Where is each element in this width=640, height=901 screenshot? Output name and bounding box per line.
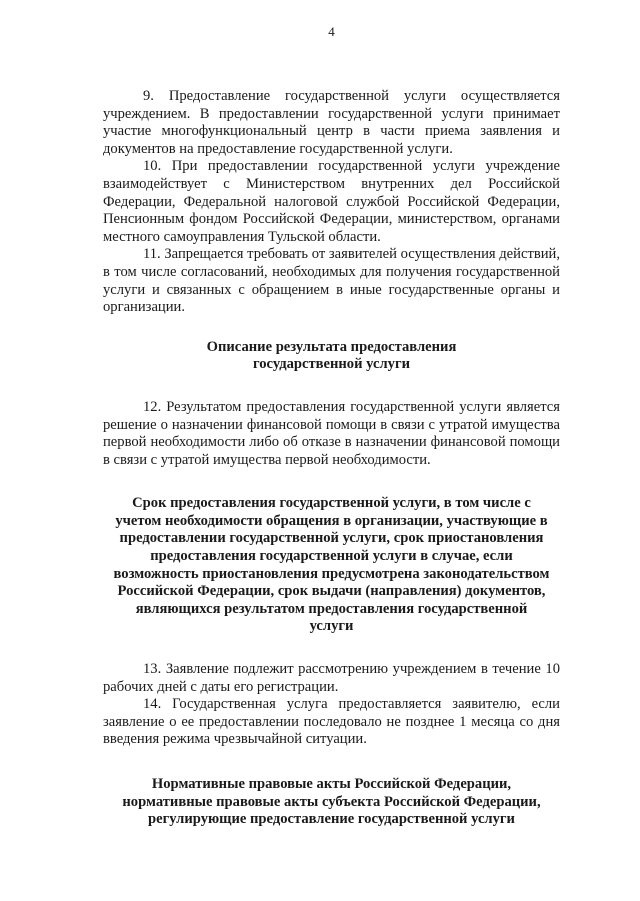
section-paragraphs-9-11 <box>103 88 560 317</box>
heading-line: Российской Федерации, срок выдачи (направления) документов, <box>117 583 546 600</box>
heading-line: Описание результата предоставления <box>206 338 457 355</box>
heading-line: государственной услуги <box>252 356 411 373</box>
heading-service-term <box>103 495 560 636</box>
heading-line: регулирующие предоставление государственной услуги <box>148 811 515 828</box>
heading-line: услуги <box>309 618 354 635</box>
paragraph-14: 14. Государственная услуга предоставляется заявителю, если заявление о ее предоставлении последовало не позднее 1 месяца со дня введения режима чрезвычайной ситуации. <box>103 696 560 748</box>
heading-line: являющихся результатом предоставления государственной <box>135 600 528 617</box>
section-paragraph-12 <box>103 399 560 469</box>
paragraph-10: 10. При предоставлении государственной услуги учреждение взаимодействует с Министерством внутренних дел Российской Федерации, Федеральной налоговой службой Российской Федерации, Пенсионным фондом Российской Федерации, министерством, органами местного самоуправления Тульской области. <box>103 158 560 245</box>
heading-line: учетом необходимости обращения в организации, участвующие в <box>115 512 548 529</box>
heading-line: Нормативные правовые акты Российской Федерации, <box>151 776 512 792</box>
heading-legal-acts <box>103 776 560 829</box>
paragraph-9: 9. Предоставление государственной услуги осуществляется учреждением. В предоставлении государственной услуги принимает участие многофункциональный центр в части приема заявления и документов на предоставление государственной услуги. <box>103 88 560 157</box>
page-number: 4 <box>328 24 335 39</box>
heading-line: Срок предоставления государственной услуги, в том числе с <box>132 495 531 512</box>
section-paragraphs-13-14 <box>103 661 560 749</box>
heading-line: предоставления государственной услуги в случае, если <box>150 548 513 565</box>
heading-line: возможность приостановления предусмотрена законодательством <box>113 565 550 582</box>
heading-line: нормативные правовые акты субъекта Российской Федерации, <box>122 793 541 810</box>
paragraph-12: 12. Результатом предоставления государственной услуги является решение о назначении финансовой помощи в связи с утратой имущества первой необходимости либо об отказе в назначении финансовой помощи в связи с утратой имущества первой необходимости. <box>103 398 560 468</box>
paragraph-13: 13. Заявление подлежит рассмотрению учреждением в течение 10 рабочих дней с даты его регистрации. <box>103 661 560 695</box>
heading-result-description <box>103 339 560 374</box>
paragraph-11: 11. Запрещается требовать от заявителей осуществления действий, в том числе согласований, необходимых для получения государственной услуги и связанных с обращением в иные государственные органы и организации. <box>103 246 560 316</box>
heading-line: предоставлении государственной услуги, срок приостановления <box>119 530 544 547</box>
